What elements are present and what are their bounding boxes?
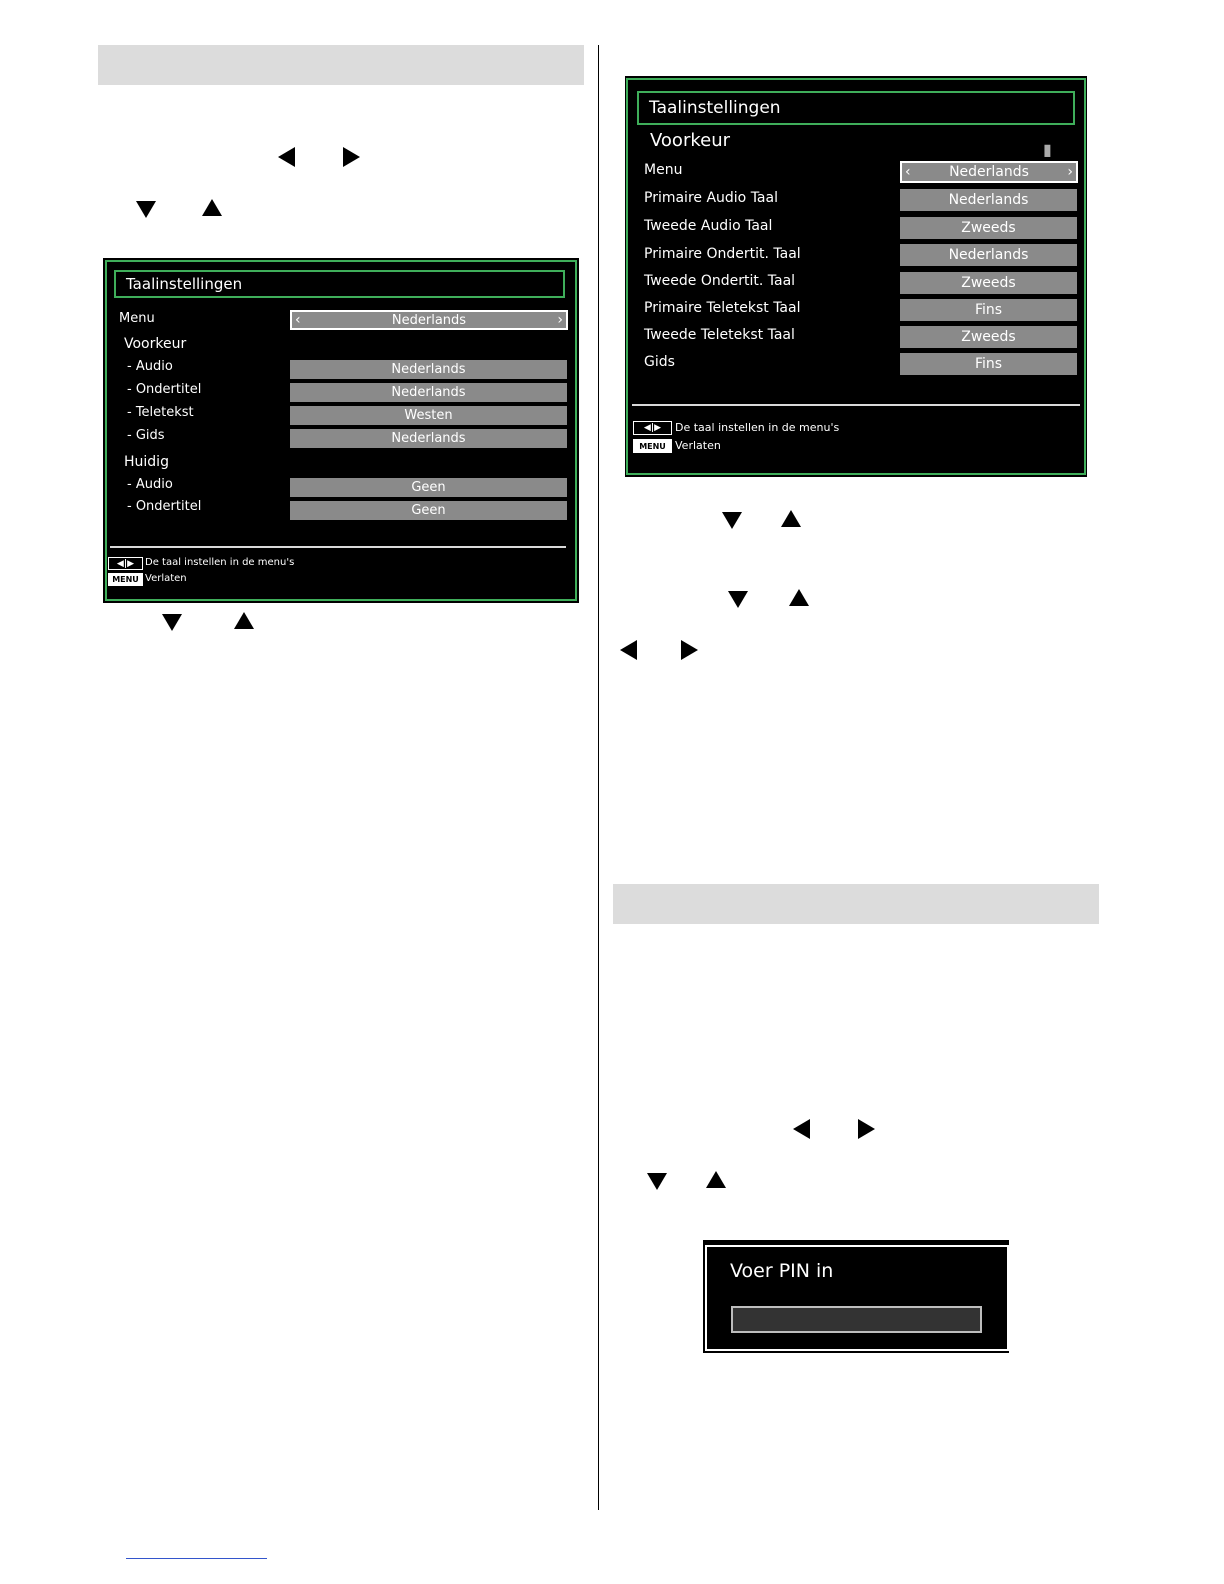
pref-teletext-value[interactable]: Westen — [290, 406, 567, 425]
up-arrow-icon — [706, 1171, 726, 1188]
panel-title: Taalinstellingen — [649, 98, 781, 118]
chevron-left-icon[interactable]: ‹ — [295, 312, 301, 328]
up-arrow-icon — [781, 510, 801, 527]
menu-key-icon: MENU — [108, 573, 143, 586]
menu-language-select[interactable] — [900, 161, 1078, 183]
up-arrow-icon — [234, 612, 254, 629]
hint-change-language: De taal instellen in de menu's — [145, 557, 295, 568]
section-header-bar-right — [613, 884, 1099, 924]
right-arrow-icon — [343, 147, 360, 167]
menu-label: Menu — [644, 162, 683, 178]
secondary-subtitle-value[interactable]: Zweeds — [900, 272, 1077, 294]
guide-value[interactable]: Fins — [900, 353, 1077, 375]
current-subtitle-value: Geen — [290, 501, 567, 520]
primary-audio-label: Primaire Audio Taal — [644, 190, 778, 206]
current-audio-value: Geen — [290, 478, 567, 497]
left-right-keys-icon: ◀|▶ — [633, 421, 672, 435]
pref-subtitle-label: - Ondertitel — [127, 382, 202, 397]
left-arrow-icon — [620, 640, 637, 660]
down-arrow-icon — [728, 591, 748, 608]
column-divider — [598, 45, 599, 1510]
menu-key-icon: MENU — [633, 439, 672, 453]
down-arrow-icon — [162, 614, 182, 631]
language-settings-panel-left — [103, 258, 579, 603]
section-header-bar-left — [98, 45, 584, 85]
current-subtitle-label: - Ondertitel — [127, 499, 202, 514]
menu-label: Menu — [119, 311, 155, 326]
menu-language-value: Nederlands — [949, 164, 1029, 180]
pin-input[interactable] — [731, 1306, 982, 1333]
chevron-right-icon[interactable]: › — [557, 312, 563, 328]
panel-title-box — [637, 91, 1075, 125]
panel-footer-divider — [110, 546, 566, 548]
pref-audio-value[interactable]: Nederlands — [290, 360, 567, 379]
group-heading-voorkeur: Voorkeur — [124, 336, 187, 352]
pref-audio-label: - Audio — [127, 359, 173, 374]
primary-audio-value[interactable]: Nederlands — [900, 189, 1077, 211]
menu-language-select[interactable] — [290, 310, 568, 330]
down-arrow-icon — [647, 1173, 667, 1190]
down-arrow-icon — [136, 201, 156, 218]
guide-label: Gids — [644, 354, 675, 370]
primary-teletext-label: Primaire Teletekst Taal — [644, 300, 801, 316]
pref-guide-value[interactable]: Nederlands — [290, 429, 567, 448]
left-arrow-icon — [278, 147, 295, 167]
left-arrow-icon — [793, 1119, 810, 1139]
pref-guide-label: - Gids — [127, 428, 165, 443]
secondary-teletext-label: Tweede Teletekst Taal — [644, 327, 795, 343]
panel-footer-divider — [632, 404, 1080, 406]
chevron-left-icon[interactable]: ‹ — [905, 164, 911, 180]
down-arrow-icon — [722, 512, 742, 529]
camera-icon: ▮ — [1043, 140, 1052, 159]
pref-teletext-label: - Teletekst — [127, 405, 194, 420]
panel-title: Taalinstellingen — [126, 275, 243, 293]
group-heading-huidig: Huidig — [124, 454, 169, 470]
right-arrow-icon — [858, 1119, 875, 1139]
primary-teletext-value[interactable]: Fins — [900, 299, 1077, 321]
secondary-audio-value[interactable]: Zweeds — [900, 217, 1077, 239]
footnote-separator — [126, 1558, 267, 1559]
pref-subtitle-value[interactable]: Nederlands — [290, 383, 567, 402]
right-arrow-icon — [681, 640, 698, 660]
primary-subtitle-label: Primaire Ondertit. Taal — [644, 246, 801, 262]
secondary-audio-label: Tweede Audio Taal — [644, 218, 773, 234]
hint-change-language: De taal instellen in de menu's — [675, 421, 840, 434]
hint-exit: Verlaten — [145, 573, 187, 584]
panel-title-box — [114, 270, 565, 298]
left-right-keys-icon: ◀|▶ — [108, 557, 143, 570]
dialog-title: Voer PIN in — [730, 1260, 834, 1282]
chevron-right-icon[interactable]: › — [1067, 164, 1073, 180]
secondary-subtitle-label: Tweede Ondertit. Taal — [644, 273, 796, 289]
hint-exit: Verlaten — [675, 439, 721, 452]
up-arrow-icon — [202, 199, 222, 216]
language-settings-panel-right — [625, 76, 1087, 477]
current-audio-label: - Audio — [127, 477, 173, 492]
secondary-teletext-value[interactable]: Zweeds — [900, 326, 1077, 348]
up-arrow-icon — [789, 589, 809, 606]
panel-subtitle: Voorkeur — [650, 130, 731, 151]
pin-entry-dialog — [703, 1240, 1009, 1353]
primary-subtitle-value[interactable]: Nederlands — [900, 244, 1077, 266]
menu-language-value: Nederlands — [391, 312, 467, 328]
